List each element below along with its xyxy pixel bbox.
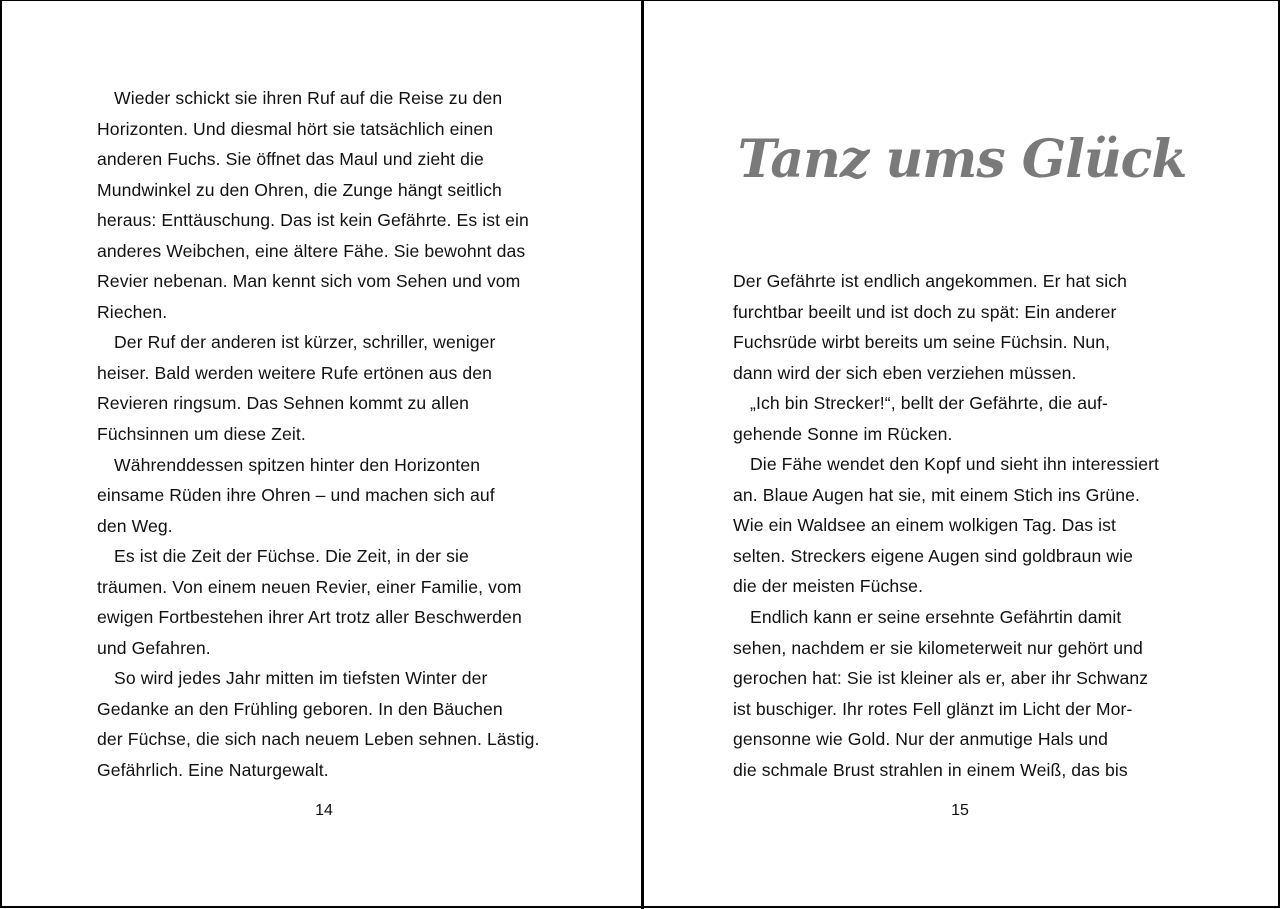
text-line: Endlich kann er seine ersehnte Gefährtin damit	[750, 607, 1122, 628]
text-line: selten. Streckers eigene Augen sind goldbraun wie	[733, 545, 1134, 566]
left-page-number: 14	[315, 802, 333, 819]
text-line: Gedanke an den Frühling geboren. In den Bäuchen	[97, 698, 503, 719]
right-page-body	[733, 266, 1159, 785]
text-line: Mundwinkel zu den Ohren, die Zunge hängt seitlich	[97, 179, 502, 200]
text-line: furchtbar beeilt und ist doch zu spät: Ein anderer	[733, 301, 1117, 322]
text-line: Währenddessen spitzen hinter den Horizonten	[114, 454, 481, 475]
text-line: einsame Rüden ihre Ohren – und machen sich auf	[97, 485, 495, 506]
text-line: der Füchse, die sich nach neuem Leben sehnen. Lästig.	[97, 729, 540, 750]
right-page-number: 15	[951, 802, 969, 819]
text-line: Füchsinnen um diese Zeit.	[97, 424, 306, 445]
text-line: Horizonten. Und diesmal hört sie tatsächlich einen	[97, 118, 494, 139]
text-line: anderes Weibchen, eine ältere Fähe. Sie bewohnt das	[97, 240, 526, 261]
text-line: anderen Fuchs. Sie öffnet das Maul und zieht die	[97, 149, 484, 170]
text-line: ist buschiger. Ihr rotes Fell glänzt im Licht der Mor-	[733, 698, 1133, 719]
left-page	[2, 1, 641, 907]
text-line: gehende Sonne im Rücken.	[733, 423, 953, 444]
text-line: ewigen Fortbestehen ihrer Art trotz aller Beschwerden	[97, 607, 522, 628]
text-line: Der Gefährte ist endlich angekommen. Er hat sich	[733, 271, 1128, 291]
text-line: Revier nebenan. Man kennt sich vom Sehen und vom	[97, 271, 521, 292]
text-line: träumen. Von einem neuen Revier, einer Familie, vom	[97, 576, 522, 597]
text-line: sehen, nachdem er sie kilometerweit nur gehört und	[733, 637, 1143, 658]
right-page	[644, 1, 1280, 907]
text-line: Fuchsrüde wirbt bereits um seine Füchsin. Nun,	[733, 332, 1111, 353]
text-line: dann wird der sich eben verziehen müssen.	[733, 362, 1077, 383]
chapter-title: Tanz ums Glück	[737, 129, 1187, 190]
text-line: Die Fähe wendet den Kopf und sieht ihn interessiert	[750, 454, 1160, 475]
text-line: gerochen hat: Sie ist kleiner als er, aber ihr Schwanz	[733, 668, 1149, 689]
text-line: Gefährlich. Eine Naturgewalt.	[97, 760, 329, 781]
text-line: Revieren ringsum. Das Sehnen kommt zu allen	[97, 393, 469, 414]
text-line: heraus: Enttäuschung. Das ist kein Gefährte. Es ist ein	[97, 210, 529, 231]
text-line: und Gefahren.	[97, 637, 211, 658]
left-page-body	[97, 83, 540, 786]
text-line: die der meisten Füchse.	[733, 576, 924, 597]
text-line: Wieder schickt sie ihren Ruf auf die Reise zu den	[114, 88, 503, 108]
text-line: Riechen.	[97, 301, 168, 322]
text-line: die schmale Brust strahlen in einem Weiß, das bis	[733, 759, 1128, 780]
text-line: heiser. Bald werden weitere Rufe ertönen aus den	[97, 362, 493, 383]
text-line: an. Blaue Augen hat sie, mit einem Stich ins Grüne.	[733, 484, 1141, 505]
text-line: Der Ruf der anderen ist kürzer, schriller, weniger	[114, 332, 496, 353]
text-line: So wird jedes Jahr mitten im tiefsten Winter der	[114, 668, 488, 689]
text-line: Wie ein Waldsee an einem wolkigen Tag. Das ist	[733, 515, 1117, 536]
text-line: „Ich bin Strecker!“, bellt der Gefährte, die auf-	[750, 393, 1108, 414]
text-line: Es ist die Zeit der Füchse. Die Zeit, in der sie	[114, 546, 469, 567]
text-line: den Weg.	[97, 515, 173, 536]
text-line: gensonne wie Gold. Nur der anmutige Hals und	[733, 729, 1109, 750]
